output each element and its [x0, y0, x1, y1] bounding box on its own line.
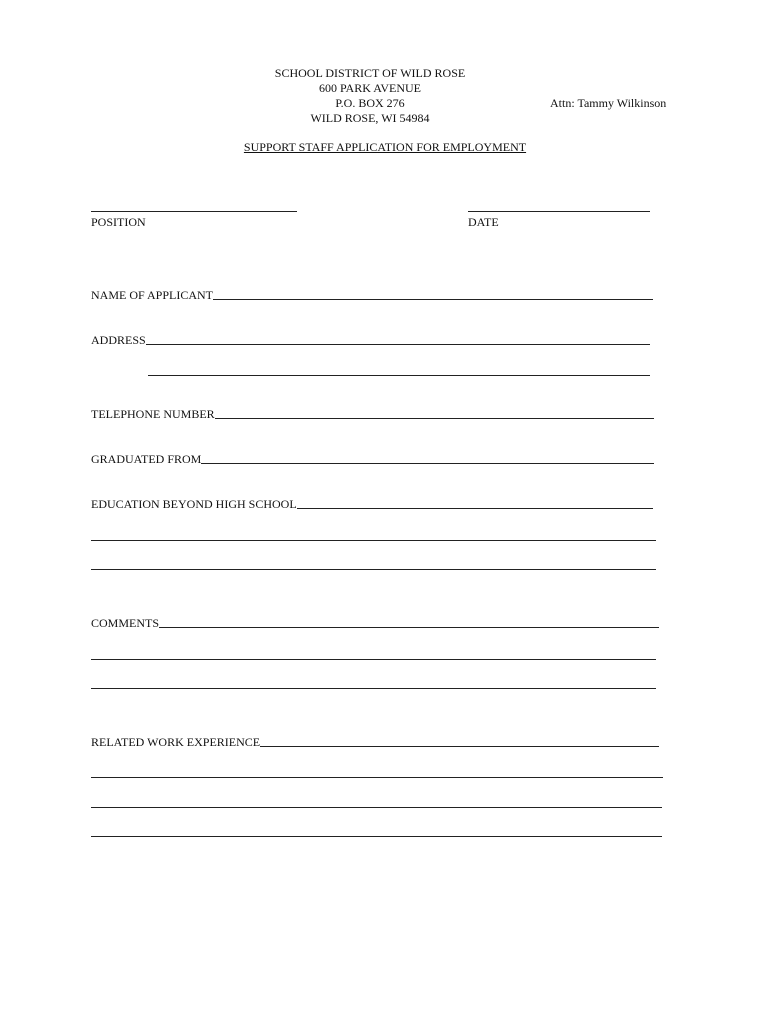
comments-label: COMMENTS — [91, 616, 160, 630]
address-field[interactable] — [91, 332, 650, 348]
education-label: EDUCATION BEYOND HIGH SCHOOL — [91, 497, 297, 511]
education-line-3[interactable] — [91, 569, 656, 570]
address-line[interactable] — [146, 344, 650, 345]
education-field[interactable] — [91, 496, 653, 512]
position-line[interactable] — [91, 211, 297, 212]
district-po-box: P.O. BOX 276 — [335, 96, 405, 110]
address-line-2[interactable] — [148, 375, 650, 376]
graduated-label: GRADUATED FROM — [91, 452, 202, 466]
experience-line-2[interactable] — [91, 777, 663, 778]
telephone-label: TELEPHONE NUMBER — [91, 407, 215, 421]
date-label: DATE — [468, 215, 499, 229]
date-line[interactable] — [468, 211, 650, 212]
graduated-field[interactable] — [91, 451, 654, 467]
experience-field[interactable] — [91, 734, 659, 750]
attention-line: Attn: Tammy Wilkinson — [550, 96, 667, 110]
comments-line-2[interactable] — [91, 659, 656, 660]
education-line[interactable] — [297, 508, 653, 509]
education-line-2[interactable] — [91, 540, 656, 541]
comments-line-3[interactable] — [91, 688, 656, 689]
position-label: POSITION — [91, 215, 146, 229]
experience-line[interactable] — [260, 746, 659, 747]
telephone-field[interactable] — [91, 406, 654, 422]
experience-label: RELATED WORK EXPERIENCE — [91, 735, 261, 749]
district-city: WILD ROSE, WI 54984 — [310, 111, 430, 125]
comments-line[interactable] — [159, 627, 659, 628]
graduated-line[interactable] — [201, 463, 654, 464]
district-name: SCHOOL DISTRICT OF WILD ROSE — [274, 66, 466, 80]
telephone-line[interactable] — [215, 418, 654, 419]
address-label: ADDRESS — [91, 333, 146, 347]
comments-field[interactable] — [91, 615, 659, 631]
form-title: SUPPORT STAFF APPLICATION FOR EMPLOYMENT — [243, 140, 527, 154]
name-field[interactable] — [91, 287, 653, 303]
name-label: NAME OF APPLICANT — [91, 288, 214, 302]
experience-line-4[interactable] — [91, 836, 662, 837]
name-line[interactable] — [213, 299, 653, 300]
district-street: 600 PARK AVENUE — [318, 81, 422, 95]
experience-line-3[interactable] — [91, 807, 662, 808]
